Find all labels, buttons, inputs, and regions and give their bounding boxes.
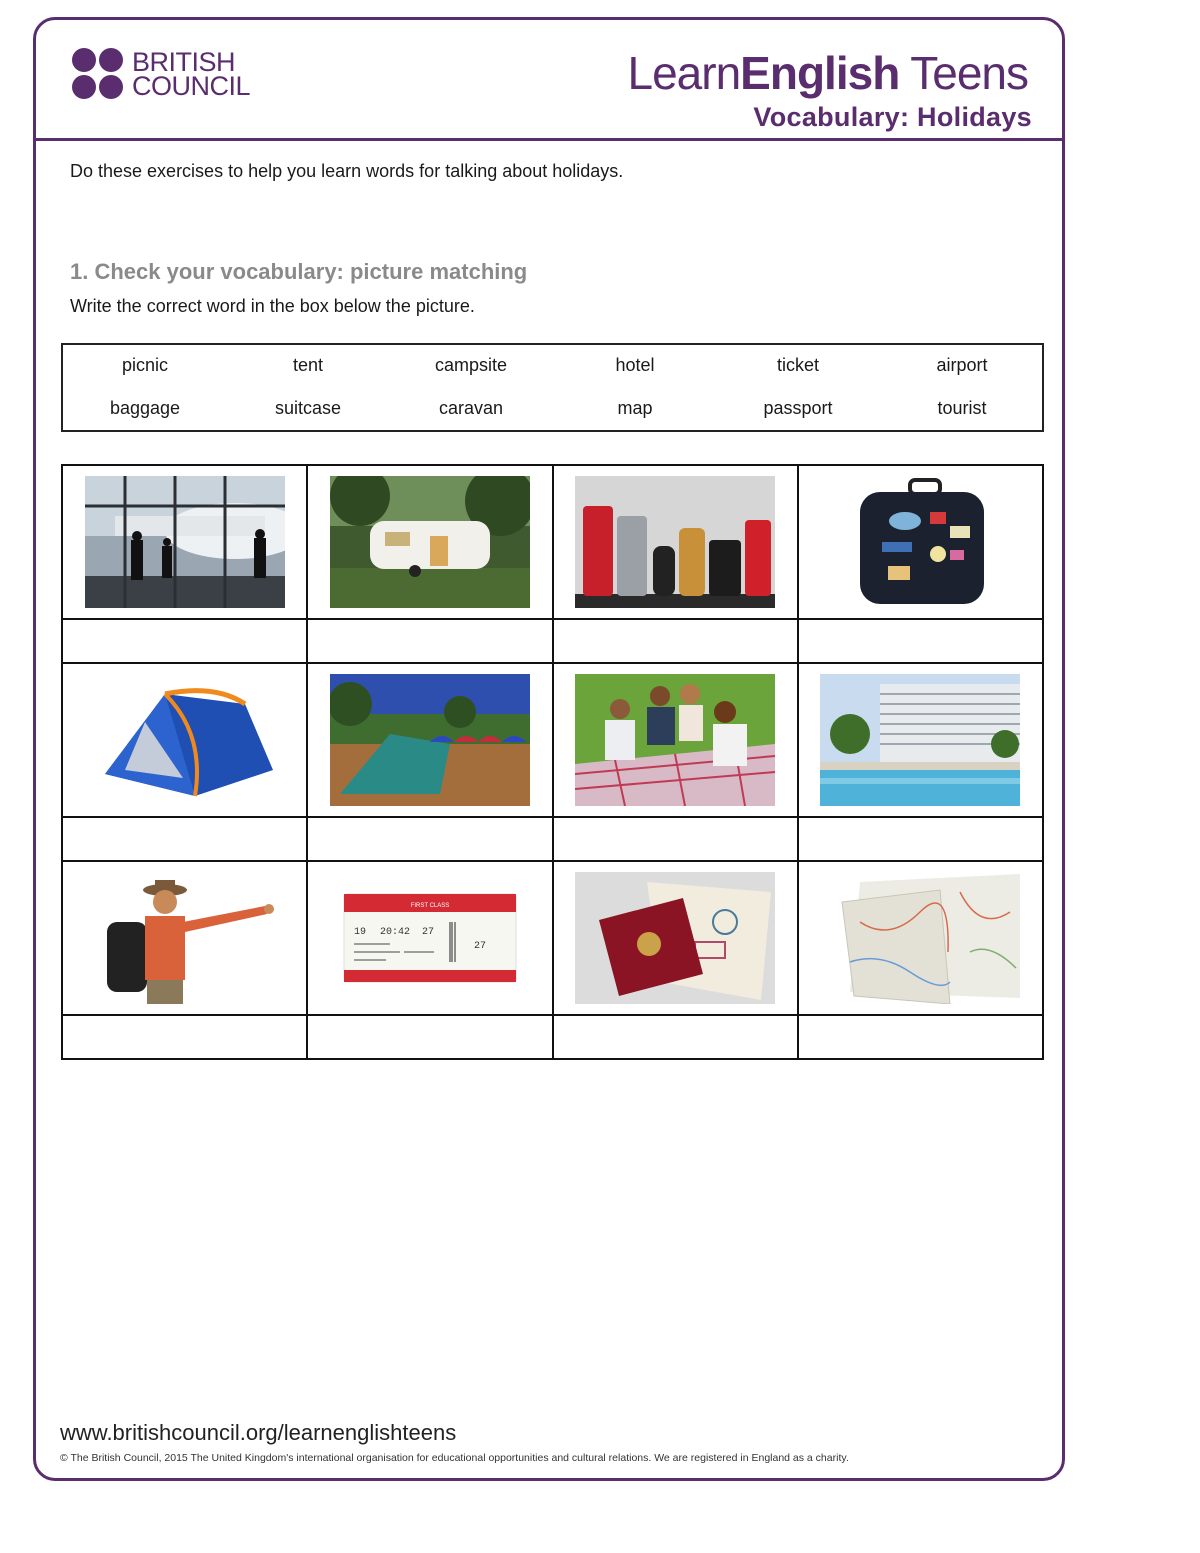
ticket-date: 19 — [353, 927, 366, 938]
picture-cell — [798, 663, 1043, 817]
footer-url[interactable]: www.britishcouncil.org/learnenglishteens — [60, 1420, 457, 1445]
word-bank-item: map — [617, 398, 653, 418]
map-photo — [820, 872, 1020, 1004]
picture-cell — [62, 861, 307, 1015]
answer-box[interactable] — [553, 619, 798, 663]
answer-box[interactable] — [798, 1015, 1043, 1059]
tent-photo — [85, 674, 285, 806]
picture-cell — [62, 663, 307, 817]
ticket-time: 20:42 — [379, 927, 410, 938]
brand-learn: Learn — [627, 47, 741, 99]
page-title: Vocabulary: Holidays — [753, 102, 1032, 132]
suitcase-photo — [820, 476, 1020, 608]
header-divider — [35, 138, 1064, 141]
brand-english: English — [740, 47, 900, 99]
ticket-class-label: FIRST CLASS — [410, 903, 450, 909]
answer-box[interactable] — [307, 619, 552, 663]
word-bank-item: airport — [936, 355, 988, 375]
picture-cell — [62, 465, 307, 619]
ticket-photo — [330, 872, 530, 1004]
ticket-seat-stub: 27 — [473, 941, 486, 952]
ticket-seat: 27 — [421, 927, 434, 938]
footer-copyright: © The British Council, 2015 The United Kingdom's international organisation for educational opportunities and cultural relations. We are registered in England as a charity. — [60, 1452, 849, 1464]
answer-box[interactable] — [553, 1015, 798, 1059]
logo-line-1: BRITISH — [132, 47, 236, 77]
airport-photo — [85, 476, 285, 608]
picnic-photo — [575, 674, 775, 806]
baggage-photo — [575, 476, 775, 608]
picture-cell — [553, 861, 798, 1015]
logo-line-2: COUNCIL — [132, 71, 251, 101]
word-bank-item: picnic — [121, 355, 169, 375]
answer-box[interactable] — [62, 817, 307, 861]
word-bank — [61, 343, 1044, 432]
answer-box[interactable] — [307, 1015, 552, 1059]
word-bank-item: caravan — [438, 398, 504, 418]
british-council-logo — [72, 48, 250, 100]
campsite-photo — [330, 674, 530, 806]
picture-matching-grid — [61, 464, 1044, 1060]
word-bank-item: suitcase — [274, 398, 342, 418]
answer-box[interactable] — [307, 817, 552, 861]
word-bank-item: ticket — [776, 355, 819, 375]
learnenglish-teens-brand — [628, 46, 1028, 100]
picture-cell — [798, 861, 1043, 1015]
picture-cell — [307, 861, 552, 1015]
picture-cell — [307, 465, 552, 619]
word-bank-item: hotel — [615, 355, 655, 375]
word-bank-item: tent — [292, 355, 324, 375]
word-bank-item: campsite — [434, 355, 508, 375]
word-bank-item: baggage — [109, 398, 181, 418]
word-bank-item: passport — [763, 398, 833, 418]
british-council-dots-icon — [72, 48, 124, 100]
picture-cell — [798, 465, 1043, 619]
answer-box[interactable] — [62, 619, 307, 663]
intro-text: Do these exercises to help you learn words for talking about holidays. — [70, 161, 624, 181]
caravan-photo — [330, 476, 530, 608]
exercise-instruction: Write the correct word in the box below the picture. — [70, 296, 475, 316]
word-bank-item: tourist — [937, 398, 987, 418]
answer-box[interactable] — [798, 817, 1043, 861]
answer-box[interactable] — [62, 1015, 307, 1059]
picture-cell — [553, 663, 798, 817]
answer-box[interactable] — [553, 817, 798, 861]
passport-photo — [575, 872, 775, 1004]
tourist-photo — [85, 872, 285, 1004]
answer-box[interactable] — [798, 619, 1043, 663]
hotel-photo — [820, 674, 1020, 806]
picture-cell — [553, 465, 798, 619]
exercise-title: 1. Check your vocabulary: picture matching — [70, 259, 528, 284]
picture-cell — [307, 663, 552, 817]
brand-teens: Teens — [899, 47, 1028, 99]
